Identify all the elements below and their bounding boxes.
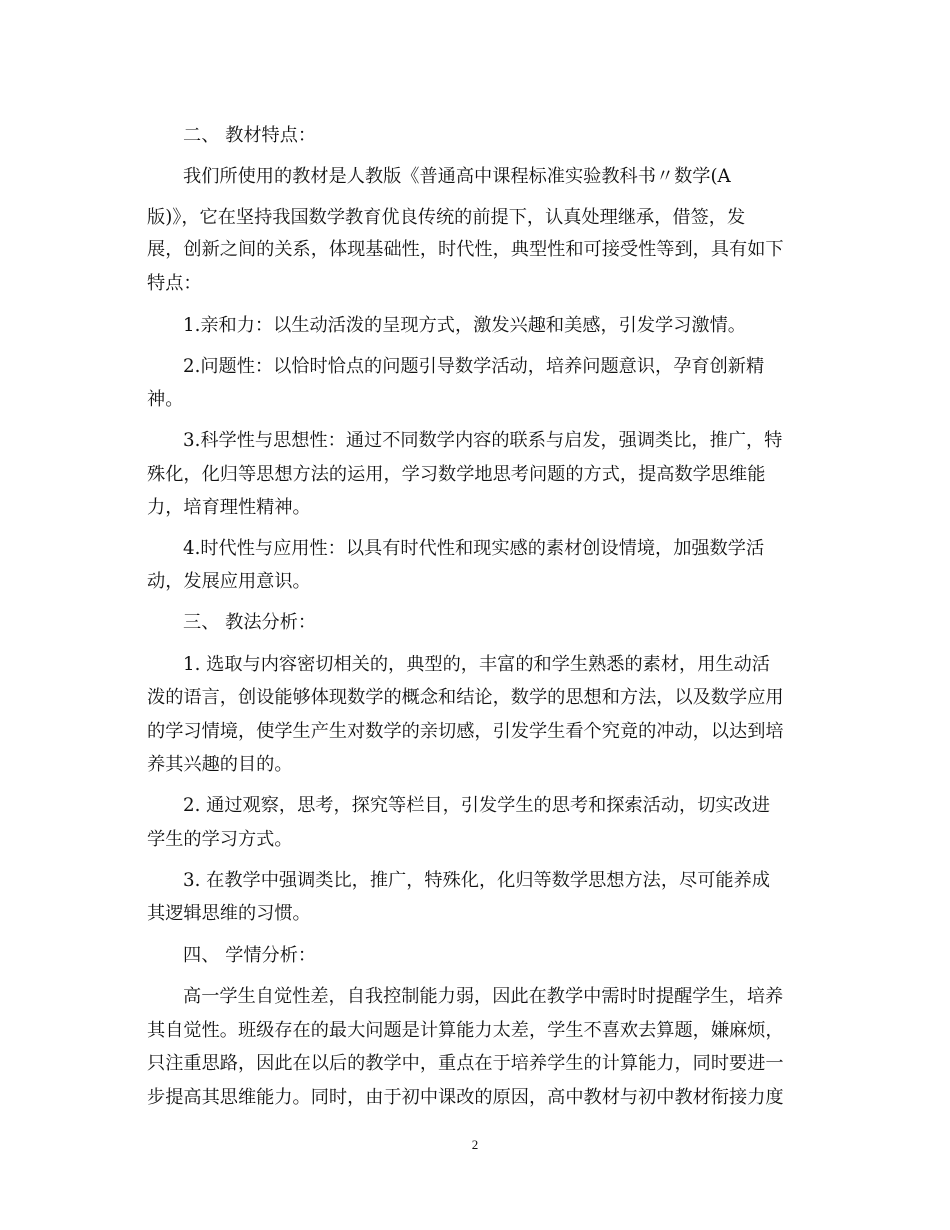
list-item-line: 1. 选取与内容密切相关的，典型的，丰富的和学生熟悉的素材，用生动活 [183, 654, 770, 675]
page-number: 2 [471, 1137, 479, 1152]
heading-student-analysis: 四、 学情分析： [183, 945, 317, 966]
paragraph-line: 我们所使用的教材是人教版《普通高中课程标准实验教科书〃数学(A [183, 166, 731, 187]
list-item-line: 3. 在教学中强调类比，推广，特殊化，化归等数学思想方法，尽可能养成 [183, 870, 770, 891]
list-item-line: 2. 通过观察，思考，探究等栏目，引发学生的思考和探索活动，切实改进 [183, 795, 770, 816]
heading-teaching-method: 三、 教法分析： [183, 612, 317, 633]
list-item-line: 殊化，化归等思想方法的运用，学习数学地思考问题的方式，提高数学思维能 [147, 464, 766, 485]
paragraph-line: 其自觉性。班级存在的最大问题是计算能力太差，学生不喜欢去算题，嫌麻烦， [147, 1020, 784, 1041]
list-item-line: 力，培育理性精神。 [147, 497, 311, 518]
list-item-line: 学生的学习方式。 [147, 829, 293, 850]
list-item-line: 1.亲和力：以生动活泼的呈现方式，激发兴趣和美感，引发学习激情。 [183, 315, 746, 336]
list-item-line: 2.问题性：以恰时恰点的问题引导数学活动，培养问题意识，孕育创新精 [183, 356, 765, 377]
heading-textbook-features: 二、 教材特点： [183, 125, 317, 146]
paragraph-line: 版)》，它在坚持我国数学教育优良传统的前提下，认真处理继承，借签，发 [147, 207, 746, 228]
list-item-line: 3.科学性与思想性：通过不同数学内容的联系与启发，强调类比，推广，特 [183, 430, 783, 451]
list-item-line: 泼的语言，创设能够体现数学的概念和结论，数学的思想和方法，以及数学应用 [147, 687, 784, 708]
list-item-line: 的学习情境，使学生产生对数学的亲切感，引发学生看个究竟的冲动，以达到培 [147, 721, 784, 742]
list-item-line: 神。 [147, 389, 184, 410]
paragraph-line: 高一学生自觉性差，自我控制能力弱，因此在教学中需时时提醒学生，培养 [183, 986, 784, 1007]
paragraph-line: 步提高其思维能力。同时，由于初中课改的原因，高中教材与初中教材衔接力度 [147, 1087, 784, 1108]
paragraph-line: 特点： [147, 273, 202, 294]
paragraph-line: 只注重思路，因此在以后的教学中，重点在于培养学生的计算能力，同时要进一 [147, 1053, 784, 1074]
list-item-line: 4.时代性与应用性：以具有时代性和现实感的素材创设情境，加强数学活 [183, 538, 765, 559]
list-item-line: 动，发展应用意识。 [147, 571, 311, 592]
paragraph-line: 展，创新之间的关系，体现基础性，时代性，典型性和可接受性等到，具有如下 [147, 239, 784, 260]
list-item-line: 养其兴趣的目的。 [147, 754, 293, 775]
list-item-line: 其逻辑思维的习惯。 [147, 903, 311, 924]
